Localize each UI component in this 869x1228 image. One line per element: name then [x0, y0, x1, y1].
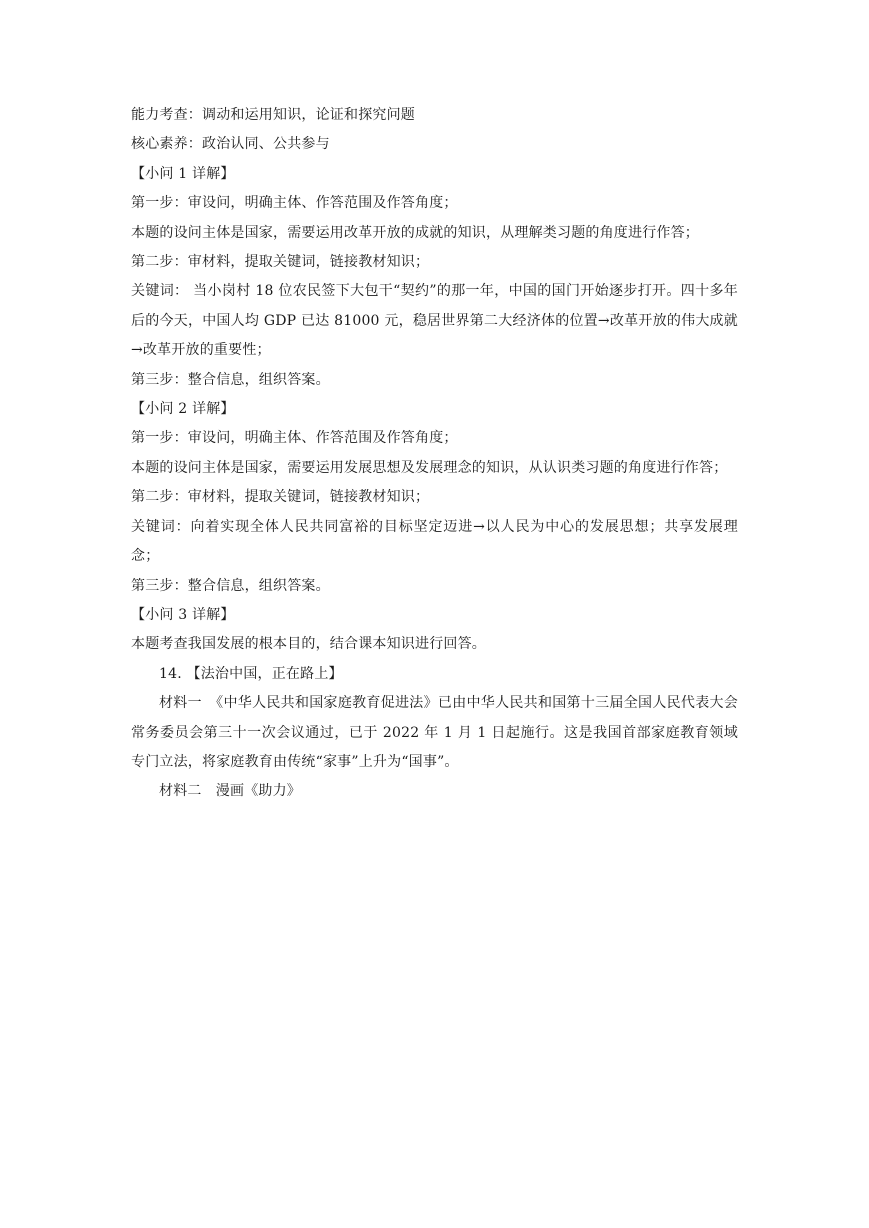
- material-two: 材料二 漫画《助力》: [159, 783, 301, 800]
- q2-keywords: 关键词：向着实现全体人民共同富裕的目标坚定迈进→以人民为中心的发展思想；共享发展理念；: [131, 518, 738, 565]
- ability-line: 能力考查：调动和运用知识，论证和探究问题: [131, 107, 415, 123]
- q2-step2: 第二步：审材料，提取关键词，链接教材知识；: [131, 489, 430, 506]
- q2-step3: 第三步：整合信息，组织答案。: [131, 577, 330, 594]
- q1-step1-detail: 本题的设问主体是国家，需要运用改革开放的成就的知识，从理解类习题的角度进行作答；: [131, 224, 699, 241]
- q1-heading: 【小问 1 详解】: [131, 165, 235, 182]
- q1-step3: 第三步：整合信息，组织答案。: [131, 371, 330, 388]
- document-body: [131, 101, 738, 807]
- q2-heading: 【小问 2 详解】: [131, 401, 235, 418]
- literacy-line: 核心素养：政治认同、公共参与: [131, 136, 330, 153]
- q2-step1-detail: 本题的设问主体是国家，需要运用发展思想及发展理念的知识，从认识类习题的角度进行作答；: [131, 459, 728, 476]
- q3-detail: 本题考查我国发展的根本目的，结合课本知识进行回答。: [131, 636, 486, 653]
- q3-heading: 【小问 3 详解】: [131, 606, 235, 623]
- material-one: 材料一 《中华人民共和国家庭教育促进法》已由中华人民共和国第十三届全国人民代表大会常务委员会第三十一次会议通过，已于 2022 年 1 月 1 日起施行。这是我国首部家庭教育领域专门立法，将家庭教育由传统“家事”上升为“国事”。: [131, 695, 738, 770]
- q2-step1: 第一步：审设问，明确主体、作答范围及作答角度；: [131, 430, 458, 447]
- q1-keywords: 关键词： 当小岗村 18 位农民签下大包干“契约”的那一年，中国的国门开始逐步打开。四十多年后的今天，中国人均 GDP 已达 81000 元，稳居世界第二大经济体的位置→改革开放的伟大成就→改革开放的重要性；: [131, 283, 738, 359]
- q1-step2: 第二步：审材料，提取关键词，链接教材知识；: [131, 254, 430, 271]
- question-14-title: 14. 【法治中国，正在路上】: [159, 665, 343, 682]
- q1-step1: 第一步：审设问，明确主体、作答范围及作答角度；: [131, 195, 458, 212]
